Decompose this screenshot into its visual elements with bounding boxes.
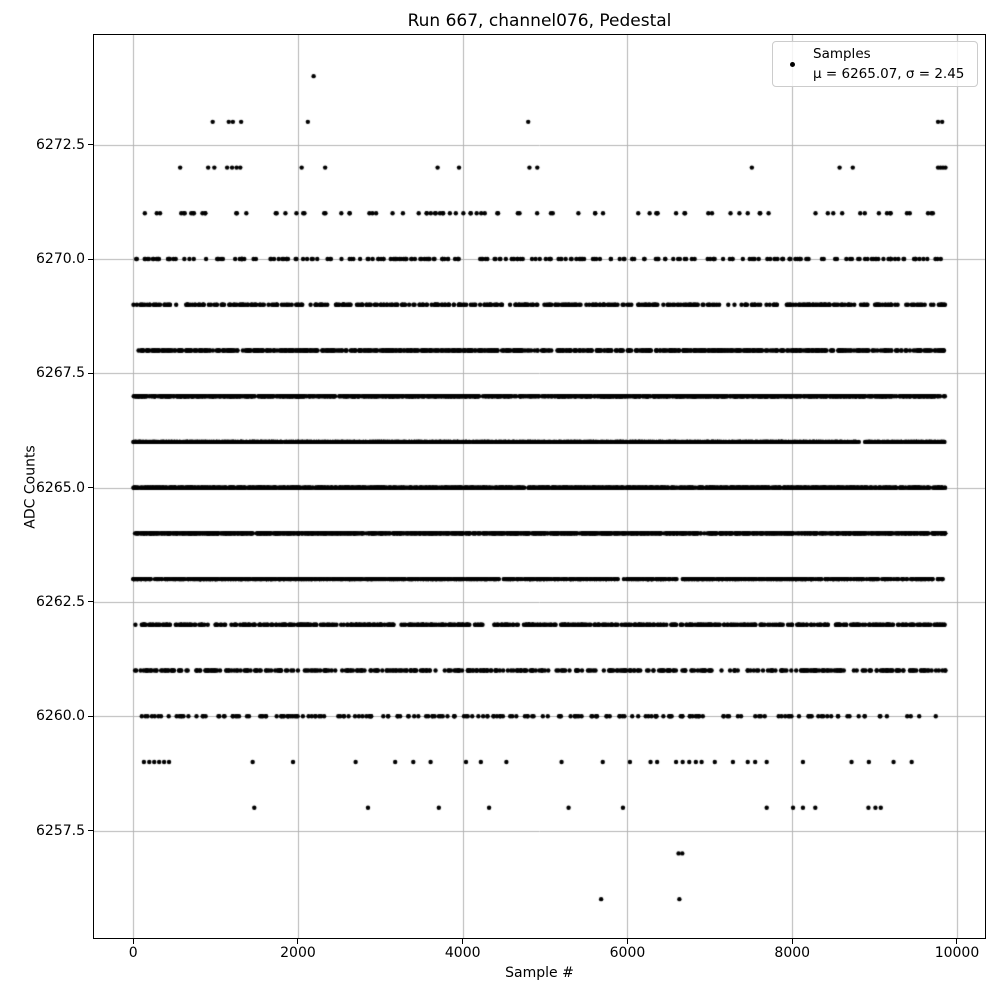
x-tick-label: 0 <box>128 945 138 961</box>
legend-sample-marker-icon <box>790 62 795 67</box>
y-axis-label: ADC Counts <box>22 445 39 529</box>
y-tick-label: 6265.0 <box>36 479 85 496</box>
y-tick-label: 6257.5 <box>36 822 85 839</box>
plot-canvas <box>94 35 985 938</box>
x-tick-label: 8000 <box>774 945 811 961</box>
y-tick-label: 6262.5 <box>36 593 85 610</box>
y-tick-mark <box>88 601 93 602</box>
legend-entry <box>813 44 964 84</box>
x-tick-mark <box>792 939 793 944</box>
legend-entry-stats: μ = 6265.07, σ = 2.45 <box>813 66 965 82</box>
y-tick-label: 6267.5 <box>36 365 85 382</box>
x-tick-label: 10000 <box>934 945 980 961</box>
y-tick-mark <box>88 259 93 260</box>
x-tick-mark <box>956 939 957 944</box>
y-tick-mark <box>88 373 93 374</box>
x-axis-label: Sample # <box>505 965 574 981</box>
x-tick-mark <box>133 939 134 944</box>
y-tick-label: 6272.5 <box>36 136 85 153</box>
x-tick-label: 4000 <box>444 945 481 961</box>
y-tick-mark <box>88 487 93 488</box>
x-tick-mark <box>297 939 298 944</box>
x-tick-label: 6000 <box>609 945 646 961</box>
x-tick-label: 2000 <box>280 945 316 961</box>
x-tick-mark <box>462 939 463 944</box>
y-tick-label: 6270.0 <box>36 251 85 268</box>
y-tick-mark <box>88 830 93 831</box>
y-tick-mark <box>88 144 93 145</box>
y-tick-mark <box>88 716 93 717</box>
x-tick-mark <box>627 939 628 944</box>
legend <box>772 41 978 87</box>
y-tick-label: 6260.0 <box>36 708 85 725</box>
legend-entry-label: Samples <box>813 46 871 62</box>
chart-title: Run 667, channel076, Pedestal <box>407 11 672 31</box>
